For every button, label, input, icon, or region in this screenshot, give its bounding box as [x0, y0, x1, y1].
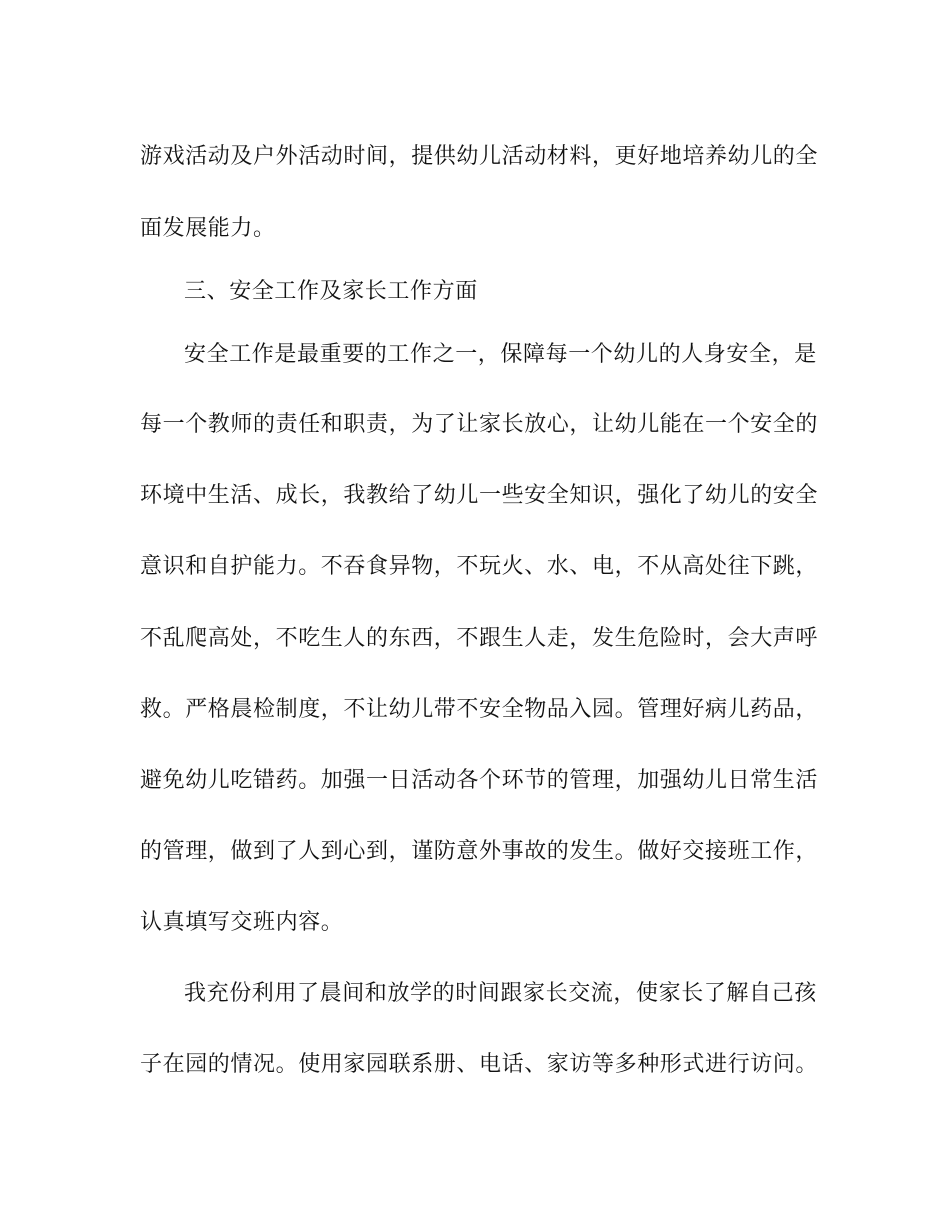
text-line: 每一个教师的责任和职责，为了让家长放心，让幼儿能在一个安全的 — [140, 412, 819, 437]
text-line: 救。严格晨检制度，不让幼儿带不安全物品入园。管理好病儿药品， — [140, 697, 819, 722]
text-line: 认真填写交班内容。 — [140, 910, 344, 935]
text-line: 的管理，做到了人到心到，谨防意外事故的发生。做好交接班工作， — [140, 839, 819, 864]
text-line: 子在园的情况。使用家园联系册、电话、家访等多种形式进行访问。 — [140, 1052, 819, 1077]
text-line: 不乱爬高处，不吃生人的东西，不跟生人走，发生危险时，会大声呼 — [140, 626, 819, 651]
text-line: 面发展能力。 — [140, 216, 276, 241]
section-heading: 三、安全工作及家长工作方面 — [184, 279, 478, 304]
text-line: 游戏活动及户外活动时间，提供幼儿活动材料，更好地培养幼儿的全 — [140, 144, 819, 169]
paragraph-start-line: 我充份利用了晨间和放学的时间跟家长交流，使家长了解自己孩 — [184, 981, 817, 1006]
paragraph-start-line: 安全工作是最重要的工作之一，保障每一个幼儿的人身安全，是 — [184, 342, 817, 367]
text-line: 环境中生活、成长，我教给了幼儿一些安全知识，强化了幼儿的安全 — [140, 483, 819, 508]
text-line: 意识和自护能力。不吞食异物，不玩火、水、电，不从高处往下跳， — [140, 554, 819, 579]
text-line: 避免幼儿吃错药。加强一日活动各个环节的管理，加强幼儿日常生活 — [140, 768, 819, 793]
